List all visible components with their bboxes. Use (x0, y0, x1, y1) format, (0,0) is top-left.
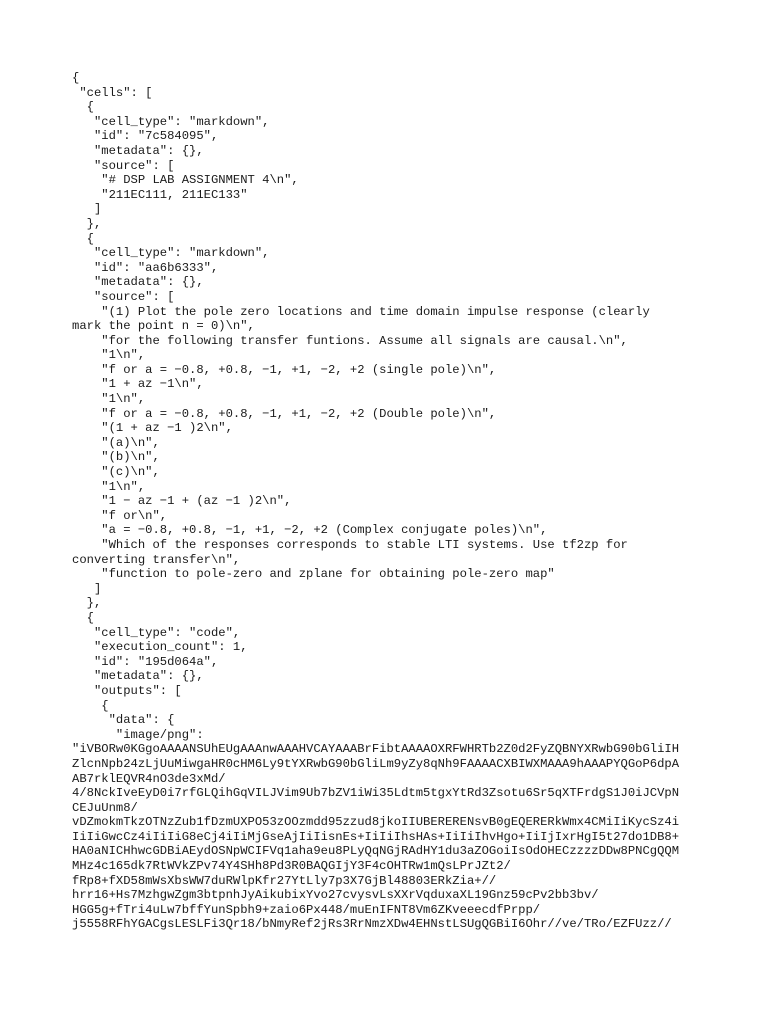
text-line: "data": { (72, 713, 175, 728)
text-line: "outputs": [ (72, 683, 182, 698)
text-line: "source": [ (72, 289, 175, 304)
text-line: vDZmokmTkzOTNzZub1fDzmUXPO53zOOzmdd95zzud8jkoIIUBERERENsvB0gEQERERkWmx4CMiIiKycSz4i (72, 815, 680, 830)
text-line: ZlcnNpb24zLjUuMiwgaHR0cHM6Ly9tYXRwbG90bGliLm9yZy8qNh9FAAAACXBIWXMAAA9hAAAPYQGoP6dpA (72, 756, 680, 771)
text-line: "f or a = −0.8, +0.8, −1, +1, −2, +2 (single pole)\n", (72, 362, 497, 377)
text-line: "1 + az −1\n", (72, 377, 204, 392)
text-line: { (72, 610, 94, 625)
text-line: { (72, 698, 109, 713)
text-line: "1 − az −1 + (az −1 )2\n", (72, 494, 292, 509)
text-line: { (72, 71, 80, 85)
text-line: { (72, 100, 94, 115)
text-line: "1\n", (72, 348, 146, 363)
text-line: "f or\n", (72, 508, 168, 523)
text-line: "function to pole-zero and zplane for obtaining pole-zero map" (72, 567, 555, 582)
text-line: hrr16+Hs7MzhgwZgm3btpnhJyAikubixYvo27cvysvLsXXrVqduxaXL19Gnz59cPv2bb3bv/ (72, 888, 599, 903)
text-line: "(1) Plot the pole zero locations and time domain impulse response (clearly (72, 304, 650, 319)
text-line: "metadata": {}, (72, 275, 204, 290)
text-line: 4/8NckIveEyD0i7rfGLQihGqVILJVim9Ub7bZV1iWi35Ldtm5tgxYtRd3Zsotu6Sr5qXTFrdgS1J0iJCVpN (72, 786, 680, 801)
text-line: MHz4c165dk7RtWVkZPv74Y4SHh8Pd3R0BAQGIjY3F4cOHTRw1mQsLPrJZt2/ (72, 859, 511, 874)
text-line: AB7rklEQVR4nO3de3xMd/ (72, 771, 226, 786)
text-line: CEJuUnm8/ (72, 800, 138, 815)
text-line: "iVBORw0KGgoAAAANSUhEUgAAAnwAAAHVCAYAAABrFibtAAAAOXRFWHRTb2Z0d2FyZQBNYXRwbG90bGliIH (72, 742, 680, 757)
text-line: "for the following transfer funtions. Assume all signals are causal.\n", (72, 333, 628, 348)
text-line: "id": "195d064a", (72, 654, 219, 669)
document-page (72, 71, 752, 932)
text-line: "metadata": {}, (72, 143, 204, 158)
text-line: "id": "7c584095", (72, 129, 219, 144)
text-line: converting transfer\n", (72, 552, 241, 567)
text-line: "id": "aa6b6333", (72, 260, 219, 275)
text-line: "execution_count": 1, (72, 640, 248, 655)
text-line: "# DSP LAB ASSIGNMENT 4\n", (72, 173, 299, 188)
text-line: HA0aNICHhwcGDBiAEydOSNpWCIFVq1aha9eu8PLyQqNGjRAdHY1du3aZOGoiIsOdOHECzzzzDDw8PNCgQQM (72, 844, 680, 859)
text-line: "image/png": (72, 727, 204, 742)
text-line: "metadata": {}, (72, 669, 204, 684)
text-line: "cells": [ (72, 85, 153, 100)
text-line: "(a)\n", (72, 435, 160, 450)
text-line: HGG5g+fTri4uLw7bffYunSpbh9+zaio6Px448/muEnIFNT8Vm6ZKveeecdfPrpp/ (72, 902, 541, 917)
text-line: "source": [ (72, 158, 175, 173)
text-line: fRp8+fXD58mWsXbsWW7duRWlpKfr27YtLly7p3X7GjBl48803ERkZia+// (72, 873, 497, 888)
text-line: "(1 + az −1 )2\n", (72, 421, 233, 436)
text-line: IiIiGwcCz4iIiIiG8eCj4iIiMjGseAjIiIisnEs+IiIiIhsHAs+IiIiIhvHgo+IiIjIxrHgI5t27do1DB8+ (72, 829, 680, 844)
text-line: "cell_type": "markdown", (72, 246, 270, 261)
text-line: { (72, 231, 94, 246)
text-line: "a = −0.8, +0.8, −1, +1, −2, +2 (Complex conjugate poles)\n", (72, 523, 548, 538)
text-line: j5558RFhYGACgsLESLFi3Qr18/bNmyRef2jRs3RrNmzXDw4EHNstLSUgQGBiI6Ohr//ve/TRo/EZFUzz// (72, 917, 672, 932)
text-line: }, (72, 216, 102, 231)
text-line: mark the point n = 0)\n", (72, 319, 255, 334)
text-line: "(b)\n", (72, 450, 160, 465)
text-line: "1\n", (72, 479, 146, 494)
text-line: "211EC111, 211EC133" (72, 187, 248, 202)
text-line: "cell_type": "code", (72, 625, 241, 640)
text-line: }, (72, 596, 102, 611)
text-line: ] (72, 581, 102, 596)
text-line: "Which of the responses corresponds to stable LTI systems. Use tf2zp for (72, 538, 628, 552)
text-line: "f or a = −0.8, +0.8, −1, +1, −2, +2 (Double pole)\n", (72, 406, 497, 421)
text-line: ] (72, 202, 102, 217)
text-line: "1\n", (72, 392, 146, 407)
text-line: "(c)\n", (72, 465, 160, 480)
text-line: "cell_type": "markdown", (72, 114, 270, 129)
